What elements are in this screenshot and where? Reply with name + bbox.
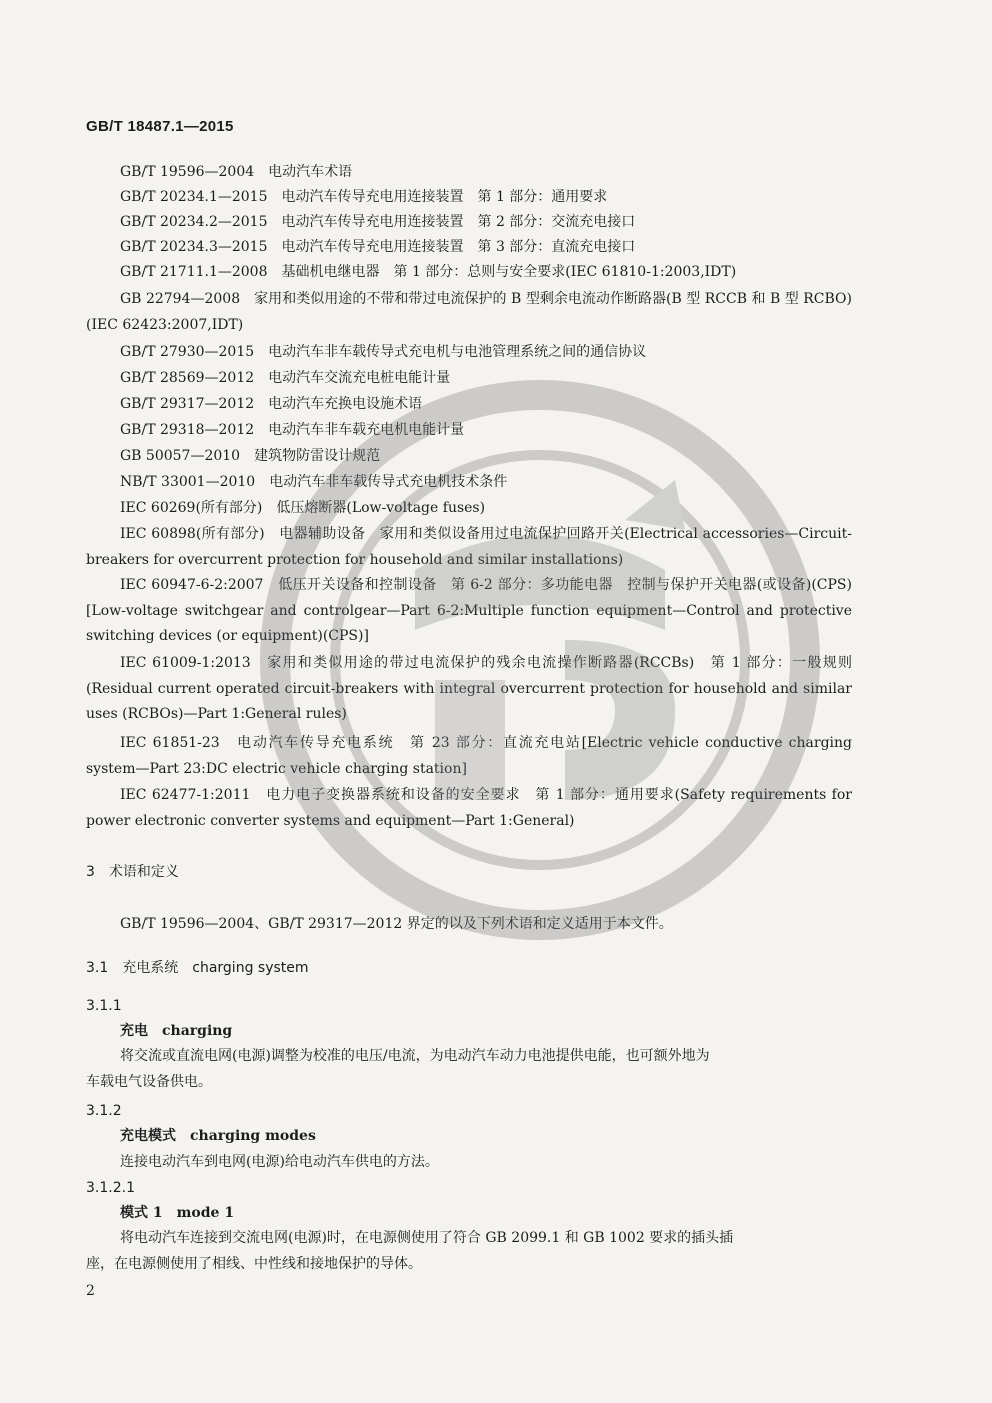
document-header: GB/T 18487.1—2015 [86,118,234,135]
page-number: 2 [86,1283,95,1299]
reference-item: GB/T 19596—2004 电动汽车术语 [120,164,353,180]
reference-item: GB/T 28569—2012 电动汽车交流充电桩电能计量 [120,370,451,386]
reference-item: GB/T 20234.1—2015 电动汽车传导充电用连接装置 第 1 部分：通用要求 [120,189,608,205]
reference-item: GB/T 27930—2015 电动汽车非车载传导式充电机与电池管理系统之间的通信协议 [120,344,647,360]
subsection-heading: 3.1 充电系统 charging system [86,960,309,976]
section-heading: 3 术语和定义 [86,864,179,880]
reference-item: IEC 62477-1:2011 电力电子变换器系统和设备的安全要求 第 1 部分：通用要求(Safety requirements for power electronic converter systems and equipment—Part 1:General) [86,787,852,829]
reference-item: IEC 61851-23 电动汽车传导充电系统 第 23 部分：直流充电站[Electric vehicle conductive charging system—Part 23:DC electric vehicle charging station] [86,735,852,777]
reference-item: GB/T 29317—2012 电动汽车充换电设施术语 [120,396,423,412]
definition: 将交流或直流电网(电源)调整为校准的电压/电流，为电动汽车动力电池提供电能，也可额外地为 [120,1048,710,1064]
reference-item: GB 22794—2008 家用和类似用途的不带和带过电流保护的 B 型剩余电流动作断路器(B 型 RCCB 和 B 型 RCBO)(IEC 62423:2007,IDT) [86,291,852,333]
reference-item: IEC 60269(所有部分) 低压熔断器(Low-voltage fuses) [120,500,486,516]
reference-item: GB/T 21711.1—2008 基础机电继电器 第 1 部分：总则与安全要求(IEC 61810-1:2003,IDT) [120,264,737,280]
reference-item: GB/T 20234.2—2015 电动汽车传导充电用连接装置 第 2 部分：交流充电接口 [120,214,636,230]
definition: 将电动汽车连接到交流电网(电源)时，在电源侧使用了符合 GB 2099.1 和 GB 1002 要求的插头插 [120,1230,734,1246]
reference-item: IEC 60947-6-2:2007 低压开关设备和控制设备 第 6-2 部分：多功能电器 控制与保护开关电器(或设备)(CPS)[Low-voltage switchgear and controlgear—Part 6-2:Multiple function equipment—Control and protective switching devices (or equipment)(CPS)] [86,577,852,644]
term: 模式 1 mode 1 [120,1205,235,1221]
reference-item: GB 50057—2010 建筑物防雷设计规范 [120,448,381,464]
reference-item: IEC 60898(所有部分) 电器辅助设备 家用和类似设备用过电流保护回路开关(Electrical accessories—Circuit-breakers for overcurrent protection for household and similar installations) [86,526,852,568]
definition: 连接电动汽车到电网(电源)给电动汽车供电的方法。 [120,1154,439,1170]
reference-item: GB/T 20234.3—2015 电动汽车传导充电用连接装置 第 3 部分：直流充电接口 [120,239,636,255]
clause-number: 3.1.1 [86,998,122,1014]
reference-item: GB/T 29318—2012 电动汽车非车载充电机电能计量 [120,422,465,438]
clause-number: 3.1.2.1 [86,1180,135,1196]
reference-item: NB/T 33001—2010 电动汽车非车载传导式充电机技术条件 [120,474,508,490]
term: 充电 charging [120,1023,233,1039]
reference-item: IEC 61009-1:2013 家用和类似用途的带过电流保护的残余电流操作断路器(RCCBs) 第 1 部分：一般规则(Residual current operated circuit-breakers with integral overcurrent protection for household and similar uses (RCBOs)—Part 1:General rules) [86,655,852,722]
definition: 座，在电源侧使用了相线、中性线和接地保护的导体。 [86,1256,422,1272]
term: 充电模式 charging modes [120,1128,316,1144]
definition: 车载电气设备供电。 [86,1074,212,1090]
clause-number: 3.1.2 [86,1103,122,1119]
section-intro: GB/T 19596—2004、GB/T 29317—2012 界定的以及下列术语和定义适用于本文件。 [120,916,673,932]
